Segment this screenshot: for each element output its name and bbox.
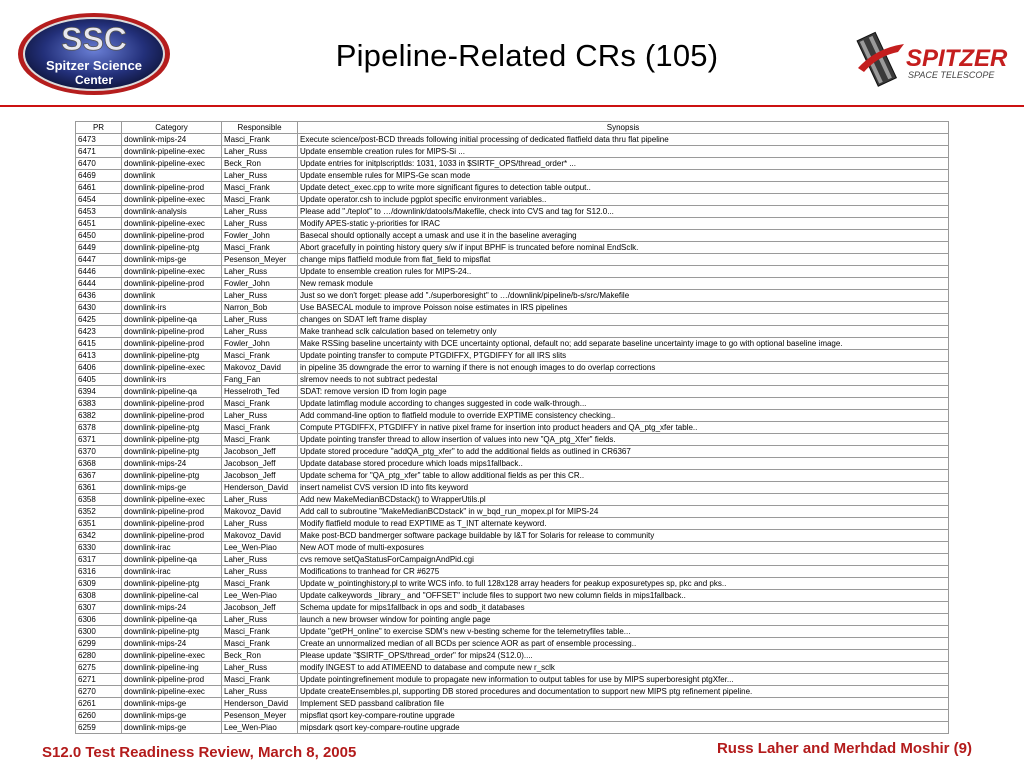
synopsis-cell: mipsflat qsort key-compare-routine upgrade [298, 710, 949, 722]
category-cell: downlink-mips-ge [122, 698, 222, 710]
table-row [76, 470, 949, 482]
table-row [76, 686, 949, 698]
pr-cell: 6447 [76, 254, 122, 266]
table-row [76, 710, 949, 722]
responsible-cell: Laher_Russ [222, 314, 298, 326]
responsible-cell: Laher_Russ [222, 218, 298, 230]
column-header-category: Category [122, 122, 222, 134]
pr-cell: 6436 [76, 290, 122, 302]
pr-cell: 6394 [76, 386, 122, 398]
responsible-cell: Makovoz_David [222, 362, 298, 374]
synopsis-cell: Basecal should optionally accept a umask and use it in the baseline averaging [298, 230, 949, 242]
spitzer-logo [846, 28, 1018, 90]
synopsis-cell: Update "getPH_online" to exercise SDM's new v-besting scheme for the telemetryfiles table... [298, 626, 949, 638]
pr-cell: 6413 [76, 350, 122, 362]
pr-cell: 6299 [76, 638, 122, 650]
pr-cell: 6300 [76, 626, 122, 638]
responsible-cell: Pesenson_Meyer [222, 710, 298, 722]
pr-cell: 6383 [76, 398, 122, 410]
pr-cell: 6367 [76, 470, 122, 482]
table-row [76, 314, 949, 326]
spitzer-logo-subtext: SPACE TELESCOPE [908, 70, 995, 80]
pr-cell: 6330 [76, 542, 122, 554]
pr-cell: 6370 [76, 446, 122, 458]
responsible-cell: Masci_Frank [222, 398, 298, 410]
table-row [76, 302, 949, 314]
table-row [76, 362, 949, 374]
table-row [76, 506, 949, 518]
table-header-row [76, 122, 949, 134]
category-cell: downlink-analysis [122, 206, 222, 218]
synopsis-cell: Make tranhead sclk calculation based on telemetry only [298, 326, 949, 338]
responsible-cell: Hesselroth_Ted [222, 386, 298, 398]
responsible-cell: Masci_Frank [222, 674, 298, 686]
category-cell: downlink-irac [122, 542, 222, 554]
synopsis-cell: Implement SED passband calibration file [298, 698, 949, 710]
responsible-cell: Laher_Russ [222, 146, 298, 158]
responsible-cell: Makovoz_David [222, 506, 298, 518]
synopsis-cell: Update schema for "QA_ptg_xfer" table to allow additional fields as per this CR.. [298, 470, 949, 482]
responsible-cell: Makovoz_David [222, 530, 298, 542]
responsible-cell: Laher_Russ [222, 662, 298, 674]
table-row [76, 698, 949, 710]
responsible-cell: Lee_Wen-Piao [222, 542, 298, 554]
pr-cell: 6470 [76, 158, 122, 170]
table-row [76, 590, 949, 602]
pr-cell: 6415 [76, 338, 122, 350]
synopsis-cell: New remask module [298, 278, 949, 290]
category-cell: downlink-pipeline-prod [122, 338, 222, 350]
synopsis-cell: SDAT: remove version ID from login page [298, 386, 949, 398]
synopsis-cell: Abort gracefully in pointing history query s/w if input BPHF is truncated before nominal EndSclk. [298, 242, 949, 254]
synopsis-cell: Create an unnormalized median of all BCDs per science AOR as part of ensemble processing.. [298, 638, 949, 650]
table-row [76, 158, 949, 170]
synopsis-cell: Update createEnsembles.pl, supporting DB stored procedures and documentation to support new MIPS ptg refinement pipeline. [298, 686, 949, 698]
responsible-cell: Fang_Fan [222, 374, 298, 386]
table-row [76, 410, 949, 422]
table-row [76, 566, 949, 578]
synopsis-cell: Modify APES-static y-priorities for IRAC [298, 218, 949, 230]
category-cell: downlink-pipeline-ptg [122, 350, 222, 362]
table-row [76, 194, 949, 206]
table-row [76, 146, 949, 158]
pr-cell: 6307 [76, 602, 122, 614]
table-row [76, 338, 949, 350]
table-row [76, 206, 949, 218]
pr-cell: 6471 [76, 146, 122, 158]
table-row [76, 182, 949, 194]
category-cell: downlink-pipeline-ptg [122, 434, 222, 446]
responsible-cell: Masci_Frank [222, 242, 298, 254]
table-row [76, 218, 949, 230]
synopsis-cell: Update latimflag module according to changes suggested in code walk-through... [298, 398, 949, 410]
category-cell: downlink-mips-24 [122, 638, 222, 650]
table-row [76, 482, 949, 494]
responsible-cell: Fowler_John [222, 278, 298, 290]
pr-cell: 6449 [76, 242, 122, 254]
responsible-cell: Narron_Bob [222, 302, 298, 314]
responsible-cell: Jacobson_Jeff [222, 458, 298, 470]
table-row [76, 290, 949, 302]
header-divider [0, 105, 1024, 107]
responsible-cell: Masci_Frank [222, 182, 298, 194]
category-cell: downlink-mips-ge [122, 254, 222, 266]
category-cell: downlink-pipeline-ptg [122, 446, 222, 458]
synopsis-cell: Update w_pointinghistory.pl to write WCS info. to full 128x128 array headers for peakup exposuretypes sp, pkc and pks.. [298, 578, 949, 590]
synopsis-cell: cvs remove setQaStatusForCampaignAndPid.cgi [298, 554, 949, 566]
pr-cell: 6405 [76, 374, 122, 386]
category-cell: downlink-pipeline-exec [122, 266, 222, 278]
table-row [76, 170, 949, 182]
responsible-cell: Masci_Frank [222, 434, 298, 446]
pr-cell: 6453 [76, 206, 122, 218]
synopsis-cell: Update calkeywords _library_ and "OFFSET" include files to support two new column fields in mips1fallback.. [298, 590, 949, 602]
category-cell: downlink-mips-24 [122, 602, 222, 614]
table-row [76, 386, 949, 398]
responsible-cell: Jacobson_Jeff [222, 470, 298, 482]
responsible-cell: Jacobson_Jeff [222, 602, 298, 614]
category-cell: downlink-pipeline-ptg [122, 242, 222, 254]
synopsis-cell: New AOT mode of multi-exposures [298, 542, 949, 554]
responsible-cell: Laher_Russ [222, 614, 298, 626]
pr-cell: 6368 [76, 458, 122, 470]
synopsis-cell: change mips flatfield module from flat_field to mipsflat [298, 254, 949, 266]
synopsis-cell: Compute PTGDIFFX, PTGDIFFY in native pixel frame for insertion into product headers and QA_ptg_xfer table.. [298, 422, 949, 434]
pr-cell: 6260 [76, 710, 122, 722]
category-cell: downlink-pipeline-qa [122, 614, 222, 626]
table-row [76, 626, 949, 638]
category-cell: downlink-pipeline-prod [122, 518, 222, 530]
synopsis-cell: changes on SDAT left frame display [298, 314, 949, 326]
responsible-cell: Masci_Frank [222, 350, 298, 362]
category-cell: downlink-pipeline-prod [122, 398, 222, 410]
table-row [76, 530, 949, 542]
synopsis-cell: Update pointing transfer thread to allow insertion of values into new "QA_ptg_Xfer" fields. [298, 434, 949, 446]
synopsis-cell: Update operator.csh to include pgplot specific environment variables.. [298, 194, 949, 206]
category-cell: downlink-pipeline-ptg [122, 470, 222, 482]
pr-cell: 6316 [76, 566, 122, 578]
responsible-cell: Laher_Russ [222, 266, 298, 278]
category-cell: downlink-pipeline-exec [122, 686, 222, 698]
responsible-cell: Laher_Russ [222, 326, 298, 338]
pr-cell: 6259 [76, 722, 122, 734]
pr-cell: 6280 [76, 650, 122, 662]
category-cell: downlink-pipeline-prod [122, 182, 222, 194]
responsible-cell: Henderson_David [222, 482, 298, 494]
synopsis-cell: Execute science/post-BCD threads following initial processing of dedicated flatfield data thru flat pipeline [298, 134, 949, 146]
spitzer-logo-text: SPITZER [906, 45, 1008, 72]
category-cell: downlink-pipeline-exec [122, 146, 222, 158]
responsible-cell: Beck_Ron [222, 158, 298, 170]
category-cell: downlink-mips-ge [122, 482, 222, 494]
pr-cell: 6358 [76, 494, 122, 506]
synopsis-cell: Make post-BCD bandmerger software package buildable by I&T for Solaris for release to community [298, 530, 949, 542]
responsible-cell: Masci_Frank [222, 578, 298, 590]
pr-cell: 6406 [76, 362, 122, 374]
responsible-cell: Lee_Wen-Piao [222, 590, 298, 602]
page-title: Pipeline-Related CRs (105) [335, 38, 719, 73]
responsible-cell: Laher_Russ [222, 206, 298, 218]
category-cell: downlink-mips-ge [122, 722, 222, 734]
synopsis-cell: Please update "$SIRTF_OPS/thread_order" for mips24 (S12.0).... [298, 650, 949, 662]
category-cell: downlink-pipeline-prod [122, 410, 222, 422]
pr-cell: 6450 [76, 230, 122, 242]
synopsis-cell: mipsdark qsort key-compare-routine upgrade [298, 722, 949, 734]
table-row [76, 602, 949, 614]
table-row [76, 518, 949, 530]
footer-authors: Russ Laher and Merhdad Moshir (9) [716, 740, 972, 757]
pr-cell: 6454 [76, 194, 122, 206]
responsible-cell: Masci_Frank [222, 626, 298, 638]
synopsis-cell: Update entries for initplscriptIds: 1031, 1033 in $SIRTF_OPS/thread_order* ... [298, 158, 949, 170]
table-row [76, 638, 949, 650]
pr-cell: 6351 [76, 518, 122, 530]
category-cell: downlink-mips-24 [122, 458, 222, 470]
synopsis-cell: slremov needs to not subtract pedestal [298, 374, 949, 386]
category-cell: downlink-pipeline-prod [122, 278, 222, 290]
table-row [76, 374, 949, 386]
pr-cell: 6444 [76, 278, 122, 290]
synopsis-cell: launch a new browser window for pointing angle page [298, 614, 949, 626]
table-row [76, 446, 949, 458]
responsible-cell: Masci_Frank [222, 422, 298, 434]
responsible-cell: Laher_Russ [222, 686, 298, 698]
logo-ssc-line3: Center [74, 73, 114, 87]
table-row [76, 650, 949, 662]
table-row [76, 662, 949, 674]
category-cell: downlink-pipeline-qa [122, 554, 222, 566]
pr-cell: 6352 [76, 506, 122, 518]
table-row [76, 434, 949, 446]
table-row [76, 230, 949, 242]
category-cell: downlink-irac [122, 566, 222, 578]
synopsis-cell: Update stored procedure "addQA_ptg_xfer" to add the additional fields as outlined in CR6367 [298, 446, 949, 458]
table-row [76, 278, 949, 290]
pr-cell: 6382 [76, 410, 122, 422]
table-row [76, 722, 949, 734]
responsible-cell: Laher_Russ [222, 410, 298, 422]
responsible-cell: Jacobson_Jeff [222, 446, 298, 458]
synopsis-cell: Make RSSing baseline uncertainty with DCE uncertainty optional, default no; add separate baseline uncertainty image to go with optional baseline image. [298, 338, 949, 350]
pr-cell: 6308 [76, 590, 122, 602]
table-row [76, 614, 949, 626]
responsible-cell: Henderson_David [222, 698, 298, 710]
pr-cell: 6309 [76, 578, 122, 590]
category-cell: downlink-irs [122, 374, 222, 386]
table-row [76, 326, 949, 338]
pr-cell: 6306 [76, 614, 122, 626]
logo-ssc-line2: Spitzer Science [45, 58, 143, 73]
table-row [76, 134, 949, 146]
category-cell: downlink-pipeline-prod [122, 530, 222, 542]
table-row [76, 674, 949, 686]
category-cell: downlink-pipeline-qa [122, 386, 222, 398]
responsible-cell: Laher_Russ [222, 554, 298, 566]
synopsis-cell: Use BASECAL module to improve Poisson noise estimates in IRS pipelines [298, 302, 949, 314]
footer-review-title: S12.0 Test Readiness Review, March 8, 2005 [42, 744, 357, 761]
synopsis-cell: Update ensemble creation rules for MIPS-Si ... [298, 146, 949, 158]
responsible-cell: Masci_Frank [222, 194, 298, 206]
table-row [76, 554, 949, 566]
pr-cell: 6461 [76, 182, 122, 194]
responsible-cell: Laher_Russ [222, 566, 298, 578]
cr-table [75, 121, 949, 734]
pr-cell: 6469 [76, 170, 122, 182]
table-row [76, 542, 949, 554]
synopsis-cell: Update detect_exec.cpp to write more significant figures to detection table output.. [298, 182, 949, 194]
category-cell: downlink-pipeline-exec [122, 218, 222, 230]
pr-cell: 6446 [76, 266, 122, 278]
pr-cell: 6270 [76, 686, 122, 698]
synopsis-cell: Add new MakeMedianBCDstack() to WrapperUtils.pl [298, 494, 949, 506]
category-cell: downlink-pipeline-exec [122, 650, 222, 662]
synopsis-cell: Update ensemble rules for MIPS-Ge scan mode [298, 170, 949, 182]
category-cell: downlink-mips-ge [122, 710, 222, 722]
category-cell: downlink-pipeline-ptg [122, 422, 222, 434]
category-cell: downlink-pipeline-exec [122, 194, 222, 206]
logo-ssc-text: SSC [61, 21, 127, 57]
responsible-cell: Pesenson_Meyer [222, 254, 298, 266]
column-header-responsible: Responsible [222, 122, 298, 134]
category-cell: downlink-pipeline-prod [122, 326, 222, 338]
table-row [76, 350, 949, 362]
pr-cell: 6371 [76, 434, 122, 446]
synopsis-cell: Update database stored procedure which loads mips1fallback.. [298, 458, 949, 470]
pr-cell: 6261 [76, 698, 122, 710]
table-row [76, 458, 949, 470]
pr-cell: 6342 [76, 530, 122, 542]
pr-cell: 6271 [76, 674, 122, 686]
responsible-cell: Masci_Frank [222, 638, 298, 650]
category-cell: downlink-pipeline-prod [122, 506, 222, 518]
pr-cell: 6361 [76, 482, 122, 494]
pr-cell: 6473 [76, 134, 122, 146]
synopsis-cell: insert namelist CVS version ID into fits keyword [298, 482, 949, 494]
table-body [76, 134, 949, 734]
pr-cell: 6425 [76, 314, 122, 326]
synopsis-cell: modify INGEST to add ATIMEEND to database and compute new r_sclk [298, 662, 949, 674]
category-cell: downlink-pipeline-exec [122, 494, 222, 506]
table-row [76, 242, 949, 254]
responsible-cell: Beck_Ron [222, 650, 298, 662]
category-cell: downlink [122, 170, 222, 182]
category-cell: downlink-pipeline-ptg [122, 578, 222, 590]
category-cell: downlink-pipeline-prod [122, 674, 222, 686]
responsible-cell: Fowler_John [222, 338, 298, 350]
synopsis-cell: Add command-line option to flatfield module to override EXPTIME consistency checking.. [298, 410, 949, 422]
responsible-cell: Fowler_John [222, 230, 298, 242]
synopsis-cell: Add call to subroutine "MakeMedianBCDstack" in w_bqd_run_mopex.pl for MIPS-24 [298, 506, 949, 518]
category-cell: downlink-pipeline-prod [122, 230, 222, 242]
responsible-cell: Lee_Wen-Piao [222, 722, 298, 734]
synopsis-cell: Update to ensemble creation rules for MIPS-24.. [298, 266, 949, 278]
synopsis-cell: Schema update for mips1fallback in ops and sodb_it databases [298, 602, 949, 614]
synopsis-cell: Update pointing transfer to compute PTGDIFFX, PTGDIFFY for all IRS slits [298, 350, 949, 362]
synopsis-cell: Modify flatfield module to read EXPTIME as T_INT alternate keyword. [298, 518, 949, 530]
responsible-cell: Masci_Frank [222, 134, 298, 146]
table-row [76, 254, 949, 266]
pr-cell: 6423 [76, 326, 122, 338]
table-row [76, 398, 949, 410]
pr-cell: 6317 [76, 554, 122, 566]
responsible-cell: Laher_Russ [222, 170, 298, 182]
cr-table-container [75, 121, 948, 734]
synopsis-cell: Just so we don't forget: please add "./superboresight" to …/downlink/pipeline/b-s/src/Makefile [298, 290, 949, 302]
column-header-synopsis: Synopsis [298, 122, 949, 134]
responsible-cell: Laher_Russ [222, 518, 298, 530]
synopsis-cell: Please add "./teplot" to …/downlink/datools/Makefile, check into CVS and tag for S12.0... [298, 206, 949, 218]
category-cell: downlink-pipeline-ing [122, 662, 222, 674]
responsible-cell: Laher_Russ [222, 494, 298, 506]
pr-cell: 6430 [76, 302, 122, 314]
category-cell: downlink-pipeline-qa [122, 314, 222, 326]
table-row [76, 578, 949, 590]
table-row [76, 266, 949, 278]
category-cell: downlink-pipeline-exec [122, 158, 222, 170]
category-cell: downlink-mips-24 [122, 134, 222, 146]
pr-cell: 6275 [76, 662, 122, 674]
pr-cell: 6451 [76, 218, 122, 230]
synopsis-cell: Update pointingrefinement module to propagate new information to output tables for use by MIPS superboresight ptgXfer... [298, 674, 949, 686]
column-header-pr: PR [76, 122, 122, 134]
synopsis-cell: in pipeline 35 downgrade the error to warning if there is not enough images to do overlap corrections [298, 362, 949, 374]
category-cell: downlink-pipeline-cal [122, 590, 222, 602]
responsible-cell: Laher_Russ [222, 290, 298, 302]
synopsis-cell: Modifications to tranhead for CR #6275 [298, 566, 949, 578]
pr-cell: 6378 [76, 422, 122, 434]
category-cell: downlink-pipeline-ptg [122, 626, 222, 638]
category-cell: downlink-pipeline-exec [122, 362, 222, 374]
table-row [76, 494, 949, 506]
table-row [76, 422, 949, 434]
category-cell: downlink-irs [122, 302, 222, 314]
category-cell: downlink [122, 290, 222, 302]
